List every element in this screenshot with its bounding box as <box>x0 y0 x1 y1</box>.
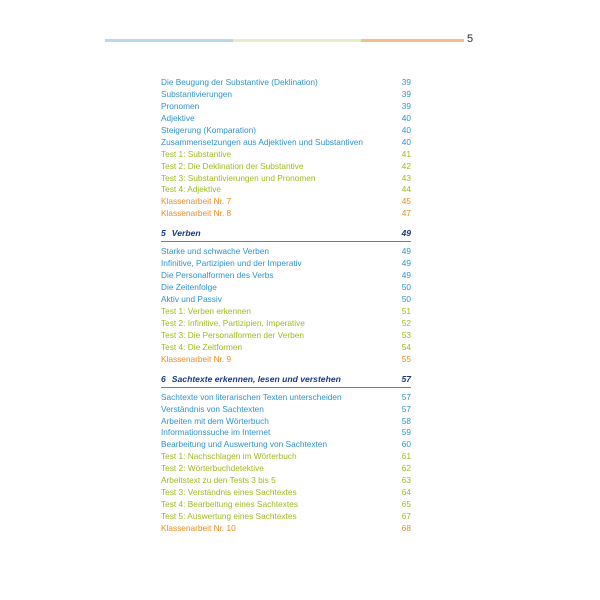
toc-entry-page: 49 <box>401 258 411 269</box>
toc-entry-title: Substantivierungen <box>161 88 233 99</box>
toc-entry-title: Informationssuche im Internet <box>161 427 271 438</box>
toc-entry-title: Arbeitstext zu den Tests 3 bis 5 <box>161 475 276 486</box>
toc-entry[interactable] <box>161 306 411 318</box>
toc-entry-title: Test 2: Wörterbuchdetektive <box>161 463 264 474</box>
toc-entry-title: Test 4: Adjektive <box>161 184 221 195</box>
page-number: 5 <box>467 33 474 45</box>
toc-entry-title: Test 1: Verben erkennen <box>161 305 251 316</box>
toc-entry[interactable] <box>161 282 411 294</box>
toc-entry[interactable] <box>161 511 411 523</box>
toc-entry-page: 40 <box>401 112 411 123</box>
toc-entry[interactable] <box>161 258 411 270</box>
toc-entry-page: 40 <box>401 136 411 147</box>
toc-entry[interactable] <box>161 451 411 463</box>
toc-entry[interactable] <box>161 330 411 342</box>
header-bar-blue-segment <box>105 39 233 42</box>
toc-entry[interactable] <box>161 208 411 220</box>
toc-entry[interactable] <box>161 246 411 258</box>
toc-entry[interactable] <box>161 173 411 185</box>
toc-entry[interactable] <box>161 101 411 113</box>
section-4-entries <box>161 77 411 220</box>
toc-entry-title: Test 3: Die Personalformen der Verben <box>161 329 304 340</box>
toc-entry[interactable] <box>161 463 411 475</box>
toc-entry-title: Test 5: Auswertung eines Sachtextes <box>161 511 297 521</box>
toc-entry-page: 55 <box>401 353 411 364</box>
toc-entry-title: Klassenarbeit Nr. 8 <box>161 208 232 219</box>
chapter-6-entries <box>161 392 411 535</box>
header-bar-green-segment <box>233 39 361 42</box>
toc-entry-title: Die Zeitenfolge <box>161 282 217 293</box>
toc-entry[interactable] <box>161 404 411 416</box>
toc-entry-page: 50 <box>401 294 411 304</box>
toc-entry-title: Aktiv und Passiv <box>161 294 222 304</box>
toc-entry-page: 39 <box>401 88 411 99</box>
toc-entry[interactable] <box>161 113 411 125</box>
toc-entry-page: 44 <box>401 184 411 195</box>
toc-entry-page: 53 <box>401 329 411 340</box>
toc-entry-page: 60 <box>401 439 411 450</box>
table-of-contents <box>161 77 411 535</box>
toc-entry-title: Klassenarbeit Nr. 9 <box>161 353 232 364</box>
toc-entry-page: 50 <box>401 282 411 293</box>
toc-entry-title: Test 1: Nachschlagen im Wörterbuch <box>161 451 297 462</box>
header-color-bar <box>105 39 464 42</box>
toc-entry-title: Klassenarbeit Nr. 10 <box>161 522 236 533</box>
toc-entry[interactable] <box>161 342 411 354</box>
toc-entry-title: Test 4: Die Zeitformen <box>161 341 243 352</box>
toc-entry[interactable] <box>161 523 411 535</box>
toc-entry[interactable] <box>161 354 411 366</box>
toc-entry[interactable] <box>161 427 411 439</box>
toc-entry[interactable] <box>161 416 411 428</box>
toc-entry-page: 49 <box>401 270 411 281</box>
toc-entry-page: 52 <box>401 317 411 328</box>
toc-entry-page: 39 <box>401 77 411 87</box>
toc-entry-page: 43 <box>401 172 411 183</box>
toc-entry-title: Klassenarbeit Nr. 7 <box>161 196 232 207</box>
toc-entry[interactable] <box>161 499 411 511</box>
toc-entry-page: 58 <box>401 415 411 426</box>
chapter-title: Verben <box>171 228 201 239</box>
toc-entry-page: 62 <box>401 463 411 474</box>
toc-entry-page: 45 <box>401 196 411 207</box>
toc-entry-title: Sachtexte von literarischen Texten unterscheiden <box>161 391 342 402</box>
toc-entry-title: Test 4: Bearbeitung eines Sachtextes <box>161 499 298 510</box>
toc-entry-page: 54 <box>401 341 411 352</box>
toc-entry-page: 47 <box>401 208 411 219</box>
toc-entry[interactable] <box>161 161 411 173</box>
toc-entry[interactable] <box>161 294 411 306</box>
toc-entry-title: Adjektive <box>161 112 195 123</box>
toc-entry-title: Test 1: Substantive <box>161 148 232 159</box>
toc-entry[interactable] <box>161 392 411 404</box>
toc-entry-title: Test 3: Substantivierungen und Pronomen <box>161 172 316 183</box>
toc-entry-title: Steigerung (Komparation) <box>161 124 257 135</box>
toc-entry[interactable] <box>161 149 411 161</box>
chapter-title: Sachtexte erkennen, lesen und verstehen <box>171 373 341 384</box>
toc-entry-page: 64 <box>401 487 411 498</box>
toc-entry-page: 41 <box>401 148 411 159</box>
toc-entry[interactable] <box>161 318 411 330</box>
toc-entry-title: Test 3: Verständnis eines Sachtextes <box>161 487 297 498</box>
toc-entry-title: Arbeiten mit dem Wörterbuch <box>161 415 269 426</box>
toc-entry-page: 63 <box>401 475 411 486</box>
toc-entry-page: 68 <box>401 522 411 533</box>
toc-entry-page: 51 <box>401 305 411 316</box>
toc-entry[interactable] <box>161 487 411 499</box>
toc-entry[interactable] <box>161 184 411 196</box>
toc-entry[interactable] <box>161 475 411 487</box>
toc-entry-title: Test 2: Die Deklination der Substantive <box>161 160 304 171</box>
toc-entry-title: Die Personalformen des Verbs <box>161 270 274 281</box>
toc-entry-title: Pronomen <box>161 100 200 111</box>
toc-entry-page: 65 <box>401 499 411 510</box>
toc-entry-page: 39 <box>401 100 411 111</box>
chapter-page: 57 <box>401 373 411 384</box>
header-bar-orange-segment <box>361 39 464 42</box>
toc-entry-page: 61 <box>401 451 411 462</box>
toc-entry-page: 49 <box>401 246 411 257</box>
toc-entry[interactable] <box>161 125 411 137</box>
toc-entry-title: Test 2: Infinitive, Partizipien, Imperative <box>161 317 305 328</box>
toc-entry-page: 57 <box>401 403 411 414</box>
toc-entry[interactable] <box>161 77 411 89</box>
toc-entry-title: Verständnis von Sachtexten <box>161 403 264 414</box>
toc-entry-page: 42 <box>401 160 411 171</box>
toc-entry[interactable] <box>161 196 411 208</box>
toc-entry-page: 57 <box>401 391 411 402</box>
toc-entry[interactable] <box>161 439 411 451</box>
toc-entry-title: Die Beugung der Substantive (Deklination) <box>161 77 318 87</box>
chapter-page: 49 <box>401 228 411 239</box>
toc-entry-title: Bearbeitung und Auswertung von Sachtexten <box>161 439 328 450</box>
toc-entry-title: Infinitive, Partizipien und der Imperativ <box>161 258 302 269</box>
toc-entry-title: Starke und schwache Verben <box>161 246 269 257</box>
toc-entry-page: 40 <box>401 124 411 135</box>
toc-entry-page: 67 <box>401 511 411 521</box>
toc-entry-page: 59 <box>401 427 411 438</box>
toc-entry[interactable] <box>161 137 411 149</box>
chapter-5-entries <box>161 246 411 365</box>
chapter-number: 6 <box>161 373 166 384</box>
toc-entry[interactable] <box>161 89 411 101</box>
chapter-heading-6[interactable] <box>161 371 411 388</box>
chapter-heading-5[interactable] <box>161 225 411 242</box>
toc-entry-title: Zusammensetzungen aus Adjektiven und Substantiven <box>161 136 364 147</box>
chapter-number: 5 <box>161 228 166 239</box>
toc-entry[interactable] <box>161 270 411 282</box>
